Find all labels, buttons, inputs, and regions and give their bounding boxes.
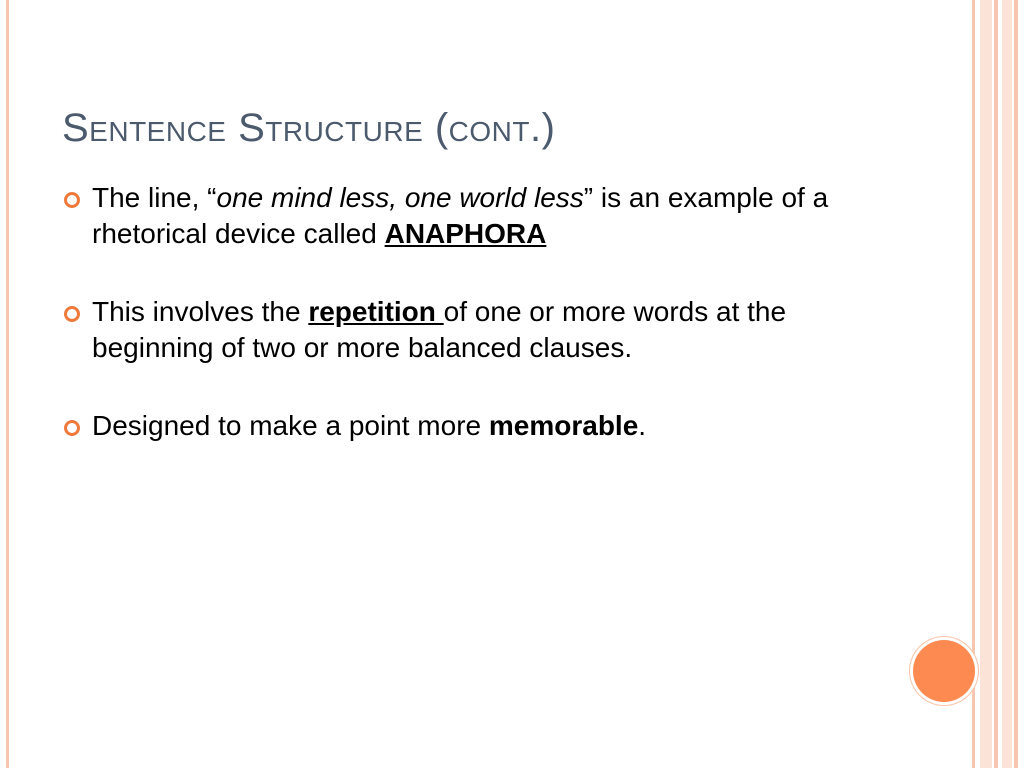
- bullet-text: .: [638, 410, 647, 441]
- bullet-item-memorable: [62, 408, 902, 444]
- accent-circle-decoration: [913, 640, 975, 702]
- border-stripe: [980, 0, 992, 768]
- bullet-text: of one or more words at the beginning of two or more balanced clauses.: [92, 296, 787, 363]
- bullet-item-repetition: [62, 294, 902, 366]
- bullet-circle-icon: [64, 420, 80, 436]
- slide-title: Sentence Structure (cont.): [62, 106, 556, 150]
- bullet-circle-icon: [64, 192, 80, 208]
- border-stripe: [972, 0, 975, 768]
- bullet-text: This involves the: [92, 296, 309, 327]
- right-striped-border-decoration: [972, 0, 1024, 768]
- bullet-text: Designed to make a point more: [92, 410, 489, 441]
- term-repetition: repetition: [308, 296, 444, 327]
- bullet-list: [62, 180, 902, 486]
- term-memorable: memorable: [488, 410, 639, 441]
- bullet-circle-icon: [64, 306, 80, 322]
- border-stripe: [994, 0, 998, 768]
- bullet-item-anaphora: [62, 180, 902, 252]
- bullet-text: ” is an example of a rhetorical device called: [92, 182, 829, 249]
- quoted-phrase: one mind less, one world less: [216, 182, 584, 213]
- left-border-decoration: [6, 0, 9, 768]
- bullet-text: The line, “: [92, 182, 217, 213]
- border-stripe: [1002, 0, 1012, 768]
- term-anaphora: ANAPHORA: [384, 218, 547, 249]
- border-stripe: [1014, 0, 1018, 768]
